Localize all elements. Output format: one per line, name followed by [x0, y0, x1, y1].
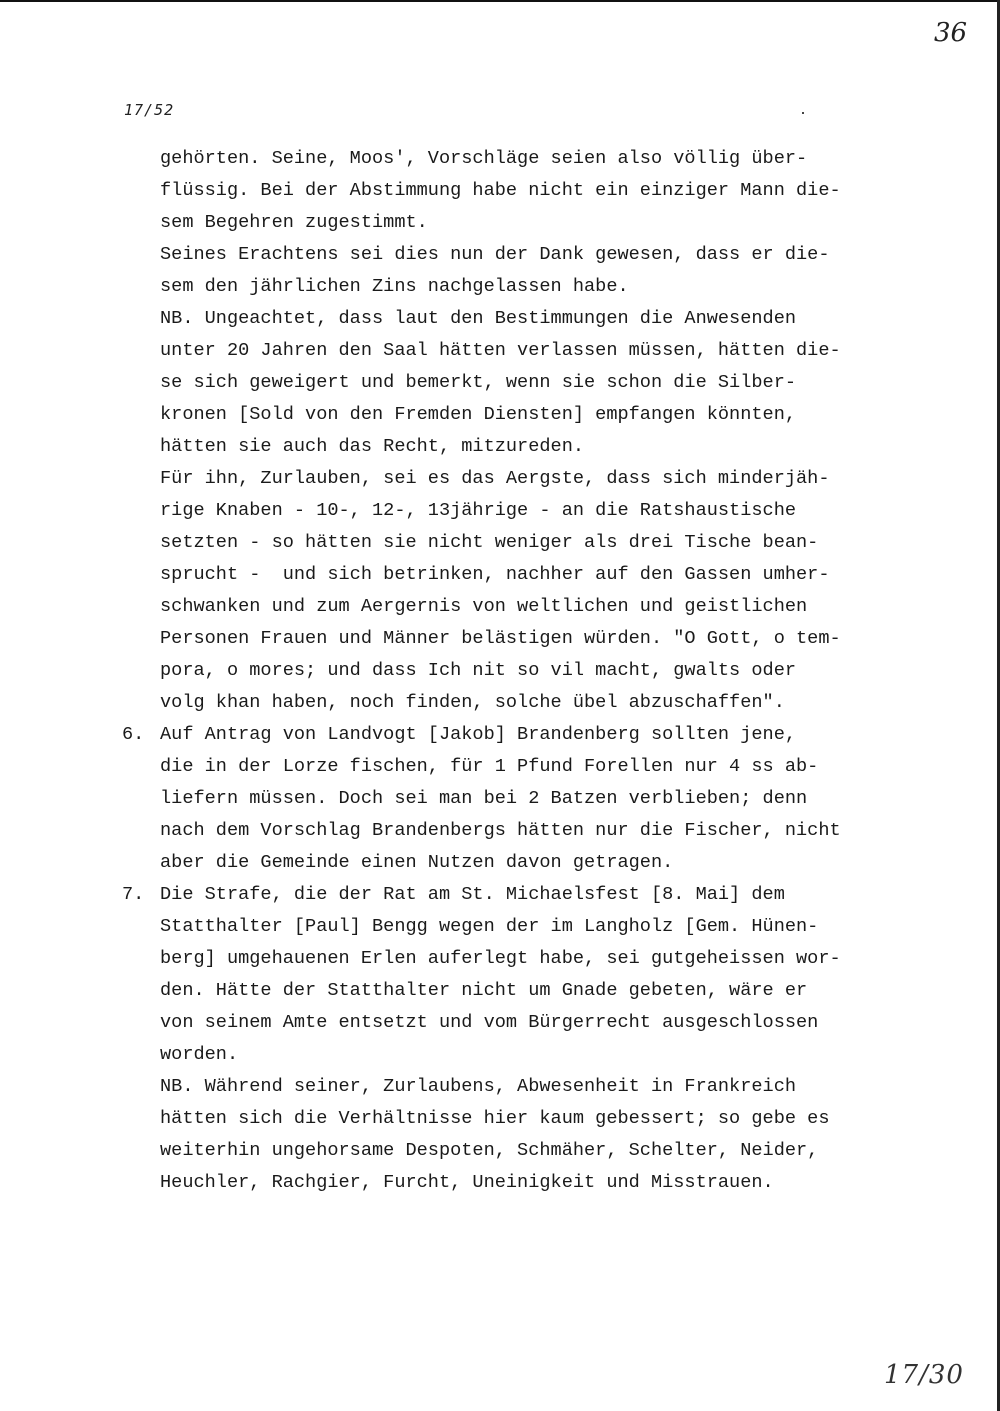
text-line: setzten - so hätten sie nicht weniger als drei Tische bean-: [160, 532, 819, 553]
text-line: gehörten. Seine, Moos', Vorschläge seien also völlig über-: [160, 148, 808, 169]
text-line: Seines Erachtens sei dies nun der Dank gewesen, dass er die-: [160, 244, 830, 265]
text-line: Personen Frauen und Männer belästigen würden. "O Gott, o tem-: [160, 628, 841, 649]
text-line: rige Knaben - 10-, 12-, 13jährige - an die Ratshaustische: [160, 500, 797, 521]
text-line: volg khan haben, noch finden, solche übel abzuschaffen".: [160, 692, 785, 713]
text-line: hätten sie auch das Recht, mitzureden.: [160, 436, 585, 457]
text-line: von seinem Amte entsetzt und vom Bürgerrecht ausgeschlossen: [160, 1012, 819, 1033]
text-line: hätten sich die Verhältnisse hier kaum gebessert; so gebe es: [160, 1108, 830, 1129]
text-line: NB. Während seiner, Zurlaubens, Abwesenheit in Frankreich: [160, 1076, 797, 1097]
item-number: 7.: [122, 884, 145, 905]
text-line: nach dem Vorschlag Brandenbergs hätten nur die Fischer, nicht: [160, 820, 841, 841]
text-line: Statthalter [Paul] Bengg wegen der im Langholz [Gem. Hünen-: [160, 916, 819, 937]
text-line: berg] umgehauenen Erlen auferlegt habe, sei gutgeheissen wor-: [160, 948, 841, 969]
text-line: se sich geweigert und bemerkt, wenn sie schon die Silber-: [160, 372, 797, 393]
text-line: worden.: [160, 1044, 239, 1065]
text-line: unter 20 Jahren den Saal hätten verlassen müssen, hätten die-: [160, 340, 841, 361]
text-line: sprucht - und sich betrinken, nachher auf den Gassen umher-: [160, 564, 830, 585]
folio-number: 36: [934, 18, 968, 48]
text-line: Für ihn, Zurlauben, sei es das Aergste, dass sich minderjäh-: [160, 468, 830, 489]
text-line: flüssig. Bei der Abstimmung habe nicht ein einziger Mann die-: [160, 180, 841, 201]
text-line: liefern müssen. Doch sei man bei 2 Batzen verblieben; denn: [160, 788, 808, 809]
text-line: NB. Ungeachtet, dass laut den Bestimmungen die Anwesenden: [160, 308, 797, 329]
handwritten-page-mark: 17/30: [884, 1360, 964, 1390]
scan-top-edge: [0, 0, 1000, 2]
text-line: kronen [Sold von den Fremden Diensten] empfangen könnten,: [160, 404, 797, 425]
text-line: sem Begehren zugestimmt.: [160, 212, 428, 233]
scan-speck: [802, 112, 804, 114]
text-line: schwanken und zum Aergernis von weltlichen und geistlichen: [160, 596, 808, 617]
text-line: den. Hätte der Statthalter nicht um Gnade gebeten, wäre er: [160, 980, 808, 1001]
page-reference: 17/52: [124, 101, 175, 119]
text-line: Auf Antrag von Landvogt [Jakob] Brandenberg sollten jene,: [160, 724, 797, 745]
text-line: die in der Lorze fischen, für 1 Pfund Forellen nur 4 ss ab-: [160, 756, 819, 777]
text-line: weiterhin ungehorsame Despoten, Schmäher, Schelter, Neider,: [160, 1140, 819, 1161]
item-number: 6.: [122, 724, 145, 745]
text-line: Die Strafe, die der Rat am St. Michaelsfest [8. Mai] dem: [160, 884, 785, 905]
text-line: aber die Gemeinde einen Nutzen davon getragen.: [160, 852, 674, 873]
text-line: pora, o mores; und dass Ich nit so vil macht, gwalts oder: [160, 660, 797, 681]
text-line: Heuchler, Rachgier, Furcht, Uneinigkeit und Misstrauen.: [160, 1172, 774, 1193]
text-line: sem den jährlichen Zins nachgelassen habe.: [160, 276, 629, 297]
